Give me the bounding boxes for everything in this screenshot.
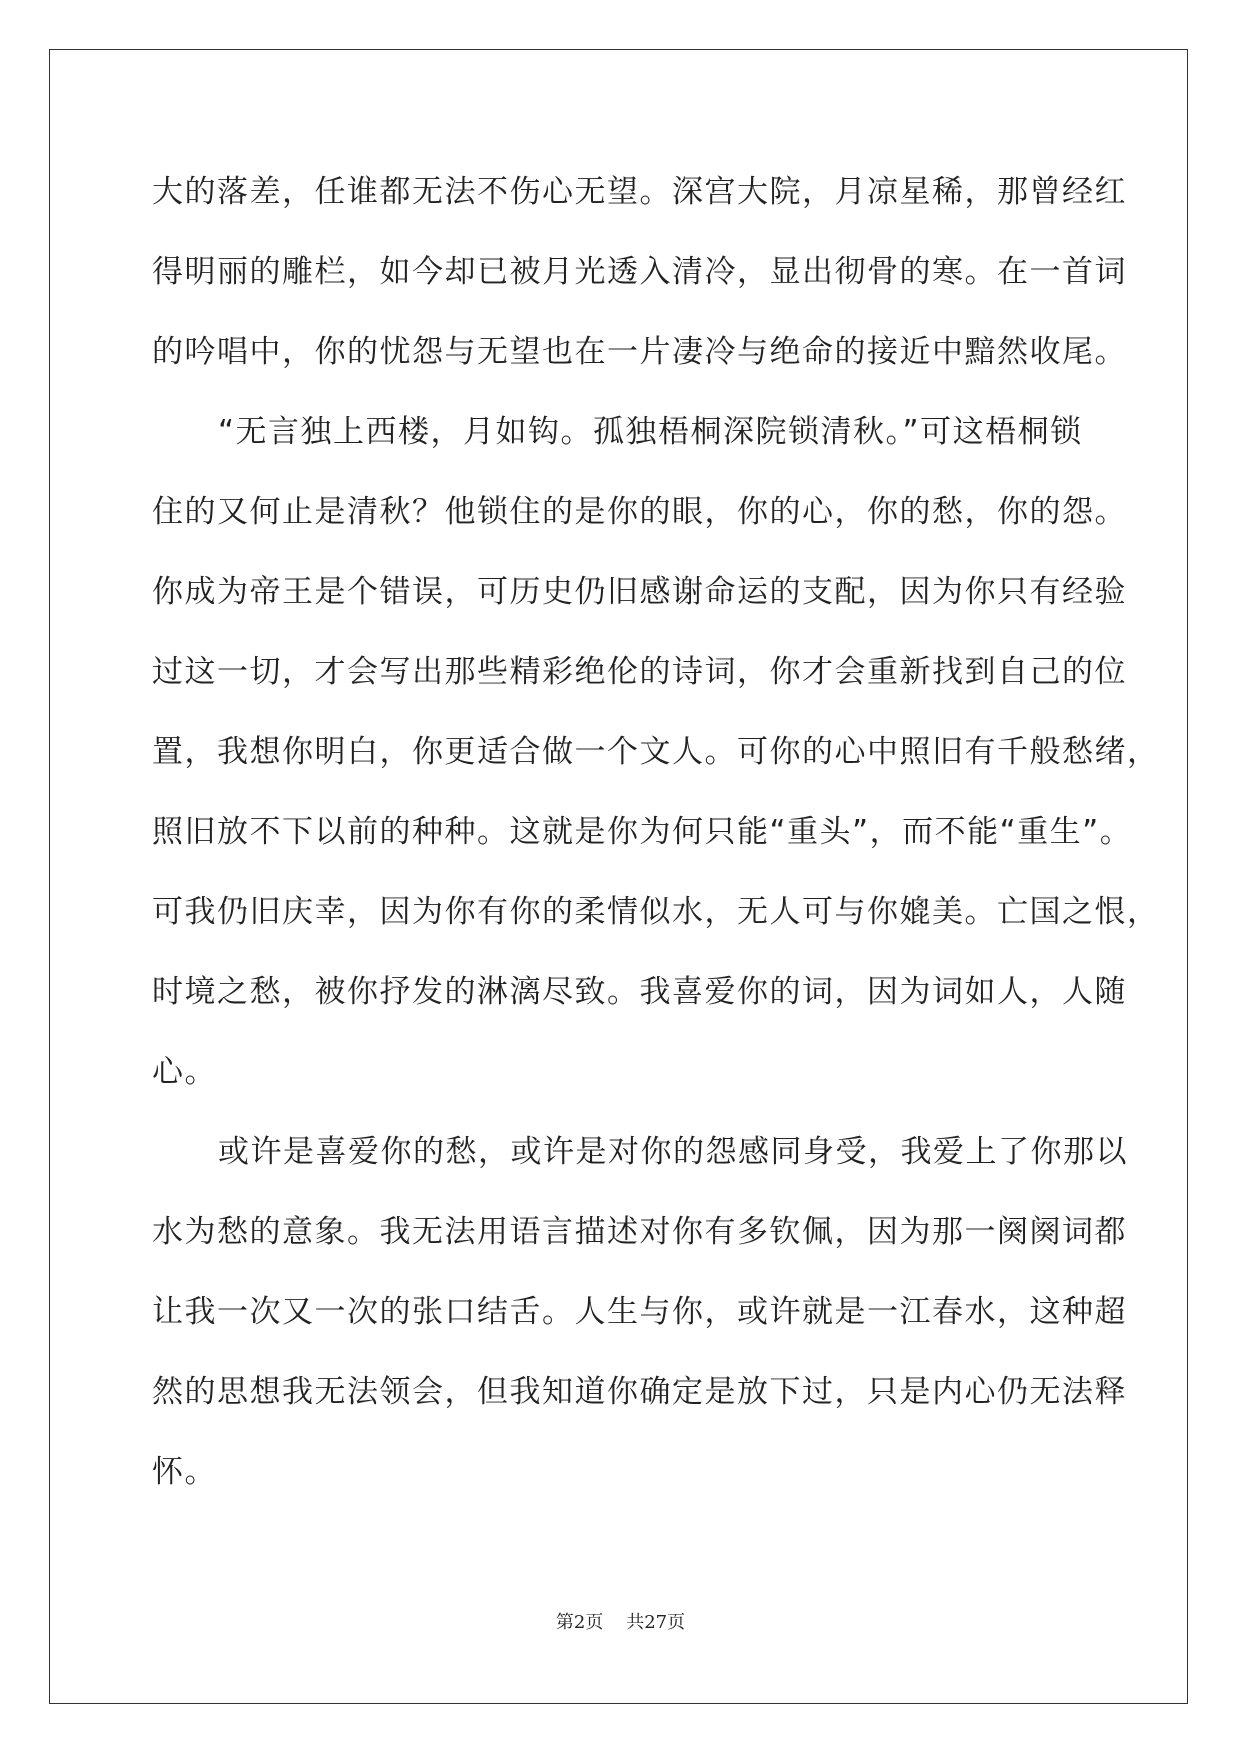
- body-text-line: 然的思想我无法领会，但我知道你确定是放下过，只是内心仍无法释: [152, 1374, 1127, 1410]
- body-text-line: 怀。: [152, 1454, 217, 1490]
- page-border: [49, 49, 1188, 1704]
- body-text-line: 时境之愁，被你抒发的淋漓尽致。我喜爱你的词，因为词如人，人随: [152, 974, 1127, 1010]
- body-text-line: 大的落差，任谁都无法不伤心无望。深宫大院，月凉星稀，那曾经红: [152, 174, 1127, 210]
- body-text-line: 心。: [152, 1054, 217, 1090]
- body-text-line: 你成为帝王是个错误，可历史仍旧感谢命运的支配，因为你只有经验: [152, 574, 1127, 610]
- body-text-line: 让我一次又一次的张口结舌。人生与你，或许就是一江春水，这种超: [152, 1294, 1127, 1330]
- body-text-line: 水为愁的意象。我无法用语言描述对你有多钦佩，因为那一阕阕词都: [152, 1214, 1127, 1250]
- paragraph-first-line: “无言独上西楼，月如钩。孤独梧桐深院锁清秋。”可这梧桐锁: [218, 414, 1083, 450]
- page-number-footer: 第2页 共27页: [555, 1612, 686, 1633]
- body-text-line: 得明丽的雕栏，如今却已被月光透入清冷，显出彻骨的寒。在一首词: [152, 254, 1127, 290]
- body-text-line: 的吟唱中，你的忧怨与无望也在一片凄冷与绝命的接近中黯然收尾。: [152, 334, 1127, 370]
- body-text-line: 住的又何止是清秋？他锁住的是你的眼，你的心，你的愁，你的怨。: [152, 494, 1127, 530]
- paragraph-first-line: 或许是喜爱你的愁，或许是对你的怨感同身受，我爱上了你那以: [218, 1134, 1128, 1170]
- body-text-line: 可我仍旧庆幸，因为你有你的柔情似水，无人可与你媲美。亡国之恨，: [152, 894, 1160, 930]
- body-text-line: 置，我想你明白，你更适合做一个文人。可你的心中照旧有千般愁绪，: [152, 734, 1160, 770]
- body-text-line: 过这一切，才会写出那些精彩绝伦的诗词，你才会重新找到自己的位: [152, 654, 1127, 690]
- body-text-line: 照旧放不下以前的种种。这就是你为何只能“重头”，而不能“重生”。: [152, 814, 1133, 850]
